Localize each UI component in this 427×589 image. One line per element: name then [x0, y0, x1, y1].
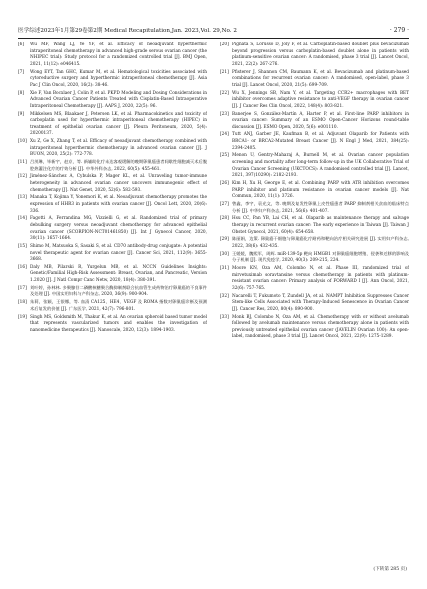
reference-item: [220, 91, 409, 111]
reference-text: Pignata S, Lorusso D, Joly F, et al. Carboplatin-based doublet plus bevacizumab beyond progression versus carboplatin-based doublet alone in patients with platinum-sensitive ovarian cancer: A randomised, phase 3 trial [J]. Lancet Oncol, 2021, 22(2): 267-276.: [232, 42, 409, 67]
reference-number: [26]: [220, 181, 229, 186]
reference-number: [8]: [18, 90, 25, 96]
reference-text: 陈丽娟，边策. 卵巢癌干细胞与卵巢癌化疗耐药和靶向治疗相关研究进展 [J]. 实用妇产科杂志, 2022, 38(6): 432-435.: [232, 237, 409, 249]
reference-item: [220, 132, 409, 152]
reference-item: [18, 286, 207, 299]
reference-text: Xu Z, Ge X, Zhang T, et al. Efficacy of neoadjuvant chemotherapy combined with intraperitoneal hyperthermic chemotherapy in advanced ovarian cancer [J]. J BUON, 2020, 25(2): 772-778.: [30, 139, 207, 158]
reference-item: [18, 195, 207, 215]
reference-item: [18, 160, 207, 173]
reference-item: [220, 294, 409, 314]
reference-item: [220, 315, 409, 341]
reference-number: [22]: [220, 90, 229, 96]
reference-text: 刘叶婷，孙林林. 多聚腺苷二磷酸核糖聚合酶抑制剂联合抗血管生成药物治疗卵巢癌的不良事件及处理 [J]. 中国实用妇科与产科杂志, 2020, 36(9): 900-904.: [30, 285, 207, 298]
continued-note: (下转第 285 页): [373, 567, 407, 572]
reference-text: Daly MB, Pilarski R, Yurgelun MB, et al. NCCN Guidelines Insights: Genetic/Familial High-Risk Assessment: Breast, Ovarian, and Pancreatic, Version 1.2020 [J]. J Natl Compr Canc Netw, 2020, 18(4): 380-391.: [30, 264, 207, 284]
reference-number: [20]: [220, 42, 229, 47]
reference-text: Kim H, Xu H, George E, et al. Combining PARP with ATR inhibition overcomes PARP inhibitor and platinum resistance in ovarian cancer models [J]. Nat Commun, 2020, 11(1): 3726.: [232, 181, 409, 200]
journal-citation: 医学综述2023年1月第29卷第2期 Medical Recapitulation,Jan. 2023,Vol. 29,No. 2: [18, 28, 237, 34]
reference-text: Singh MS, Goldsmith M, Thakur K, et al. An ovarian spheroid based tumor model that represents vascularized tumors and enables the investigation of nanomedicine therapeutics [J]. Nanoscale, 2020, 12(3): 1894-1903.: [30, 314, 207, 333]
reference-text: Tutt ANJ, Garber JE, Kaufman B, et al. Adjuvant Olaparib for Patients with BRCA1- or BRCA2-Mutated Breast Cancer [J]. N Engl J Med, 2021, 384(25): 2394-2405.: [232, 132, 409, 151]
reference-text: Nacarelli T, Fukumoto T, Zundell JA, et al. NAMPT Inhibition Suppresses Cancer Stem-like Cells Associated with Therapy-Induced Senescence in Ovarian Cancer [J]. Cancer Res, 2020, 80(4): 890-900.: [232, 293, 409, 312]
reference-text: Xie F, Van Bocxlaer J, Colin P, et al. PKPD Modeling and Dosing Considerations in Advanced Ovarian Cancer Patients Treated with Cisplatin-Based Intraoperative Intraperitoneal Chemotherapy [J]. AAPS J, 2020, 22(5): 96.: [30, 90, 207, 109]
reference-number: [12]: [18, 174, 27, 180]
references-left-column: [18, 42, 207, 562]
page-number: · 279 ·: [389, 27, 409, 34]
references-right-column: [220, 42, 409, 562]
reference-text: Hsu CC, Pan YB, Lai CH, et al. Olaparib as maintenance therapy and salvage therapy in recurrent ovarian cancer: The early experience in Taiwan [J]. Taiwan J Obstet Gynecol, 2021, 60(4): 654-658.: [232, 216, 409, 235]
reference-text: Moore KN, Oza AM, Colombo N, et al. Phase III, randomized trial of mirvetuximab soravtansine versus chemotherapy in patients with platinum-resistant ovarian cancer: Primary analysis of FORWARD I [J]. Ann Oncol, 2021, 32(6): 757-765.: [232, 266, 409, 291]
reference-item: [18, 91, 207, 111]
reference-text: Jiménez-Sánchez A, Cybulska P, Mager KL, et al. Unraveling tumor-immune heterogeneity in advanced ovarian cancer uncovers immunogenic effect of chemotherapy [J]. Nat Genet, 2020, 52(6): 582-593.: [30, 174, 207, 193]
reference-item: [220, 181, 409, 201]
reference-number: [29]: [220, 237, 229, 243]
reference-item: [18, 216, 207, 242]
reference-number: [10]: [18, 139, 27, 145]
reference-item: [220, 237, 409, 250]
reference-number: [24]: [220, 132, 229, 138]
reference-number: [31]: [220, 266, 229, 272]
reference-item: [18, 112, 207, 138]
reference-number: [30]: [220, 251, 229, 257]
reference-number: [19]: [18, 314, 27, 320]
reference-item: [18, 139, 207, 159]
reference-item: [18, 174, 207, 194]
reference-item: [220, 266, 409, 292]
reference-number: [18]: [18, 300, 27, 306]
reference-item: [220, 202, 409, 215]
reference-item: [220, 252, 409, 265]
reference-item: [220, 112, 409, 132]
reference-item: [220, 70, 409, 90]
reference-number: [27]: [220, 201, 229, 207]
reference-item: [18, 315, 207, 335]
reference-number: [33]: [220, 314, 229, 320]
reference-text: Fagotti A, Ferrandina MG, Vizzielli G, et al. Randomized trial of primary debulking surgery versus neoadjuvant chemotherapy for advanced epithelial ovarian cancer (SCORPION-NCT01461850) [J]. Int J Gynecol Cancer, 2020, 30(11): 1657-1664.: [30, 216, 207, 242]
reference-text: Wong EYT, Tan GHC, Kumar M, et al. Hematological toxicities associated with cytoreductive surgery and hyperthermic intraperitoneal chemotherapy [J]. Asia Pac J Clin Oncol, 2020, 16(2): 38-46.: [30, 69, 207, 88]
reference-text: Pfisterer J, Shannon CM, Baumann K, et al. Bevacizumab and platinum-based combinations for recurrent ovarian cancer: A randomised, open-label, phase 3 trial [J]. Lancet Oncol, 2020, 21(5): 699-709.: [232, 69, 409, 88]
reference-text: Mikkelsen MS, Blaakaer J, Petersen LK, et al. Pharmacokinetics and toxicity of carboplatin used for hyperthermic intraperitoneal chemotherapy (HIPEC) in treatment of epithelial ovarian cancer [J]. Pleura Peritoneum, 2020, 5(4): 20200137.: [30, 111, 207, 137]
reference-number: [13]: [18, 195, 27, 201]
reference-item: [18, 244, 207, 264]
reference-number: [15]: [18, 243, 27, 249]
reference-item: [18, 42, 207, 68]
reference-text: Monk BJ, Colombo N, Oza AM, et al. Chemotherapy with or without avelumab followed by avelumab maintenance versus chemotherapy alone in patients with previously untreated epithelial ovarian cancer (JAVELIN Ovarian 100): An open-label, randomised, phase 3 trial [J]. Lancet Oncol, 2021, 22(9): 1275-1289.: [232, 314, 409, 340]
reference-text: 王媛媛，魏熙军，周辉. miR-139-5p 靶向 HMGB1 对卵巢癌细胞增殖、侵袭和迁移的影响及分子机制 [J]. 现代免疫学, 2020, 40(3): 209-215, 224.: [232, 251, 409, 264]
reference-text: 吕茂琳，毕新宇，赵京，等. 新辅助化疗未达客观缓解的晚期卵巢癌患者间歇性细胞减灭术后腹腔热灌注化疗的疗效分析 [J]. 中华外科杂志, 2022, 60(5): 455-461.: [30, 160, 207, 172]
reference-number: [9]: [18, 111, 25, 117]
reference-text: 朱莉，张颖，王银娜，等. 血清 CA125、HE4、VEGF 及 ROMA 指数对卵巢癌诊断及预测术后复发的价值 [J]. 广东医学, 2021, 42(7): 796-801.: [30, 300, 207, 312]
reference-item: [220, 42, 409, 68]
running-header: [18, 24, 409, 39]
reference-text: Wu X, Jennings SB, Nam Y, et al. Targeting CCR2+ macrophages with BET inhibitor overcomes adaptive resistance to anti-VEGF therapy in ovarian cancer [J]. J Cancer Res Clin Oncol, 2022, 148(4): 803-821.: [232, 90, 409, 109]
reference-text: 曾鑫，李宇，袁光文，等. 晚期及复发性卵巢上皮性癌患者 PARP 抑制剂相关贫血的临床特点分析 [J]. 中华妇产科杂志, 2021, 56(6): 401-407.: [232, 201, 409, 214]
reference-text: Manaka T, Kojima Y, Yonemori K, et al. Neoadjuvant chemotherapy promotes the expression of HHR3 in patients with ovarian cancer [J]. Oncol Lett, 2020, 20(6): 336.: [30, 195, 207, 214]
reference-text: Banerjee S, González-Martín A, Harter P, et al. First-line PARP inhibitors in ovarian cancer: Summary of an ESMO Open-Cancer Horizons round-table discussion [J]. ESMO Open, 2020, 5(6): e001110.: [232, 111, 409, 130]
reference-number: [7]: [18, 69, 25, 75]
reference-item: [18, 300, 207, 313]
reference-number: [21]: [220, 69, 229, 75]
reference-item: [220, 216, 409, 236]
reference-text: Shimo M, Matsuoka S, Sasaki S, et al. CD70 antibody-drug conjugate: A potential novel therapeutic agent for ovarian cancer [J]. Cancer Sci, 2021, 112(9): 3655-3668.: [30, 243, 207, 263]
reference-number: [17]: [18, 285, 27, 291]
reference-item: [18, 265, 207, 285]
reference-item: [18, 70, 207, 90]
reference-item: [220, 153, 409, 179]
reference-text: Wu MF, Wang LJ, Ye YF, et al. Efficacy of neoadjuvant hyperthermic intraperitoneal chemotherapy in advanced high-grade serous ovarian cancer (the NHIPEC trial): Study protocol for a randomized controlled trial [J]. BMJ Open, 2021, 11(12): e046415.: [30, 42, 207, 67]
reference-number: [25]: [220, 153, 229, 159]
reference-number: [23]: [220, 111, 229, 117]
reference-number: [11]: [18, 160, 27, 166]
reference-number: [32]: [220, 293, 229, 299]
reference-number: [16]: [18, 264, 27, 270]
reference-number: [28]: [220, 216, 229, 222]
reference-number: [6]: [18, 42, 25, 47]
reference-text: Menon U, Gentry-Maharaj A, Burnell M, et al. Ovarian cancer population screening and mortality after long-term follow-up in the UK Collaborative Trial of Ovarian Cancer Screening (UKCTOCS): A randomised controlled trial [J]. Lancet, 2021, 397(10290): 2182-2193.: [232, 153, 409, 179]
reference-number: [14]: [18, 216, 27, 222]
